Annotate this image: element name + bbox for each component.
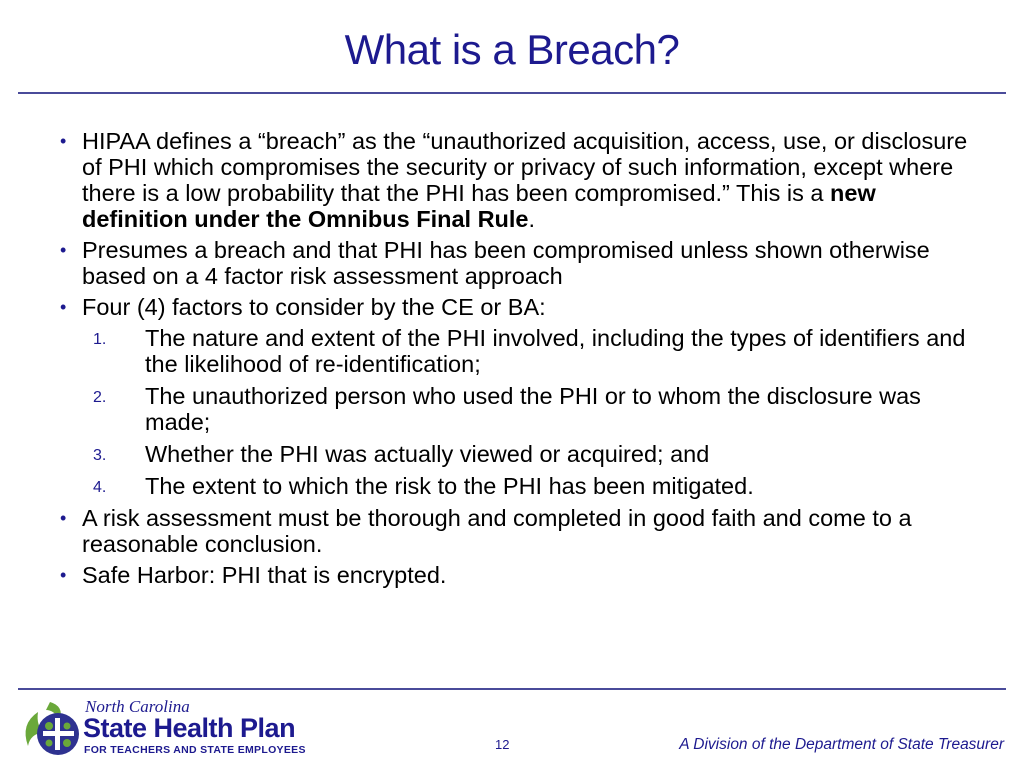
factor-text: The unauthorized person who used the PHI or to whom the disclosure was made; [145, 383, 921, 435]
logo-tagline: FOR TEACHERS AND STATE EMPLOYEES [84, 744, 306, 756]
bullet-icon: • [60, 131, 67, 151]
factor-text: The extent to which the risk to the PHI has been mitigated. [145, 473, 754, 499]
factor-number: 2. [93, 389, 107, 406]
bullet-text: A risk assessment must be thorough and completed in good faith and come to a reasonable conclusion. [82, 505, 912, 557]
logo-state-name: North Carolina [85, 697, 190, 716]
factor-item [60, 441, 970, 467]
bullet-icon: • [60, 508, 67, 528]
factor-number: 1. [93, 331, 107, 348]
title-divider [18, 92, 1006, 94]
bullet-item [60, 128, 970, 232]
factor-number: 4. [93, 479, 107, 496]
factor-item [60, 383, 970, 435]
division-text: A Division of the Department of State Treasurer [679, 736, 1004, 753]
bullet-icon: • [60, 297, 67, 317]
page-number: 12 [495, 737, 510, 752]
bullet-text: HIPAA defines a “breach” as the “unauthorized acquisition, access, use, or disclosure of PHI which compromises the security or privacy of such information, except where there is a low probability that the PHI has been compromised.” This is a [82, 128, 968, 206]
factor-item [60, 325, 970, 377]
bullet-text-end: . [528, 206, 536, 232]
slide-body [60, 128, 970, 593]
factor-text: The nature and extent of the PHI involved, including the types of identifiers and the likelihood of re-identification; [145, 325, 966, 377]
bullet-item [60, 505, 970, 557]
bullet-icon: • [60, 565, 67, 585]
bullet-item [60, 562, 970, 588]
factor-text: Whether the PHI was actually viewed or acquired; and [145, 441, 710, 467]
factor-number: 3. [93, 447, 107, 464]
factor-item [60, 473, 970, 499]
bullet-text: Presumes a breach and that PHI has been compromised unless shown otherwise based on a 4 factor risk assessment approach [82, 237, 930, 289]
slide-title: What is a Breach? [344, 26, 680, 73]
bullet-icon: • [60, 240, 67, 260]
logo-plan-name: State Health Plan [83, 713, 296, 743]
bullet-text: Four (4) factors to consider by the CE or BA: [82, 294, 546, 320]
bullet-bold-text: new definition under the Omnibus Final Rule [82, 180, 876, 232]
bullet-item [60, 294, 970, 320]
footer-divider [18, 688, 1006, 690]
bullet-item [60, 237, 970, 289]
bullet-text: Safe Harbor: PHI that is encrypted. [82, 562, 447, 588]
